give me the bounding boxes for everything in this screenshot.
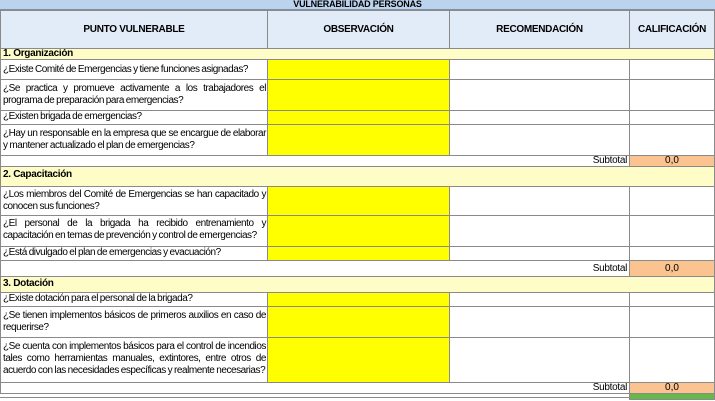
question-cell: ¿Se cuenta con implementos básicos para el control de incendios tales como herramientas manuales, extintores, entre otros de acuerdo con las necesidades específicas y realmente necesarias? <box>0 337 268 383</box>
recommendation-input[interactable] <box>449 306 630 338</box>
rating-input[interactable] <box>629 215 715 247</box>
subtotal-score: 0,0 <box>629 382 715 394</box>
bottom-divider <box>0 397 630 401</box>
question-cell: ¿El personal de la brigada ha recibido entrenamiento y capacitación en temas de prevención y control de emergencias? <box>0 215 268 247</box>
question-cell: ¿Existe dotación para el personal de la brigada? <box>0 292 268 307</box>
rating-input[interactable] <box>629 246 715 261</box>
section-title-organizacion: 1. Organización <box>0 48 715 60</box>
recommendation-input[interactable] <box>449 337 630 383</box>
question-cell: ¿Se practica y promueve activamente a los trabajadores el programa de preparación para emergencias? <box>0 79 268 111</box>
sheet-title: VULNERABILIDAD PERSONAS <box>0 0 715 10</box>
question-cell: ¿Existen brigada de emergencias? <box>0 110 268 125</box>
subtotal-label: Subtotal <box>0 155 630 167</box>
recommendation-input[interactable] <box>449 59 630 80</box>
observation-input[interactable] <box>267 79 450 111</box>
rating-input[interactable] <box>629 124 715 156</box>
rating-input[interactable] <box>629 292 715 307</box>
subtotal-score: 0,0 <box>629 155 715 167</box>
rating-input[interactable] <box>629 110 715 125</box>
subtotal-label: Subtotal <box>0 382 630 394</box>
subtotal-score: 0,0 <box>629 260 715 277</box>
observation-input[interactable] <box>267 292 450 307</box>
question-cell: ¿Existe Comité de Emergencias y tiene funciones asignadas? <box>0 59 268 80</box>
recommendation-input[interactable] <box>449 124 630 156</box>
observation-input[interactable] <box>267 215 450 247</box>
rating-input[interactable] <box>629 306 715 338</box>
rating-input[interactable] <box>629 79 715 111</box>
rating-input[interactable] <box>629 59 715 80</box>
question-cell: ¿Está divulgado el plan de emergencias y evacuación? <box>0 246 268 261</box>
recommendation-input[interactable] <box>449 215 630 247</box>
question-cell: ¿Hay un responsable en la empresa que se encargue de elaborar y mantener actualizado el plan de emergencias? <box>0 124 268 156</box>
observation-input[interactable] <box>267 186 450 216</box>
recommendation-input[interactable] <box>449 110 630 125</box>
observation-input[interactable] <box>267 246 450 261</box>
section-title-capacitacion: 2. Capacitación <box>0 166 715 187</box>
header-observacion[interactable]: OBSERVACIÓN <box>267 10 450 49</box>
header-calificacion[interactable]: CALIFICACIÓN <box>629 10 715 49</box>
recommendation-input[interactable] <box>449 79 630 111</box>
subtotal-label: Subtotal <box>0 260 630 277</box>
question-cell: ¿Los miembros del Comité de Emergencias se han capacitado y conocen sus funciones? <box>0 186 268 216</box>
question-cell: ¿Se tienen implementos básicos de primeros auxilios en caso de requerirse? <box>0 306 268 338</box>
observation-input[interactable] <box>267 110 450 125</box>
header-punto-vulnerable[interactable]: PUNTO VULNERABLE <box>0 10 268 49</box>
recommendation-input[interactable] <box>449 292 630 307</box>
section-title-dotacion: 3. Dotación <box>0 276 715 293</box>
observation-input[interactable] <box>267 124 450 156</box>
rating-input[interactable] <box>629 337 715 383</box>
recommendation-input[interactable] <box>449 246 630 261</box>
recommendation-input[interactable] <box>449 186 630 216</box>
observation-input[interactable] <box>267 59 450 80</box>
observation-input[interactable] <box>267 306 450 338</box>
rating-input[interactable] <box>629 186 715 216</box>
header-recomendacion[interactable]: RECOMENDACIÓN <box>449 10 630 49</box>
observation-input[interactable] <box>267 337 450 383</box>
total-score-bar <box>629 393 715 400</box>
